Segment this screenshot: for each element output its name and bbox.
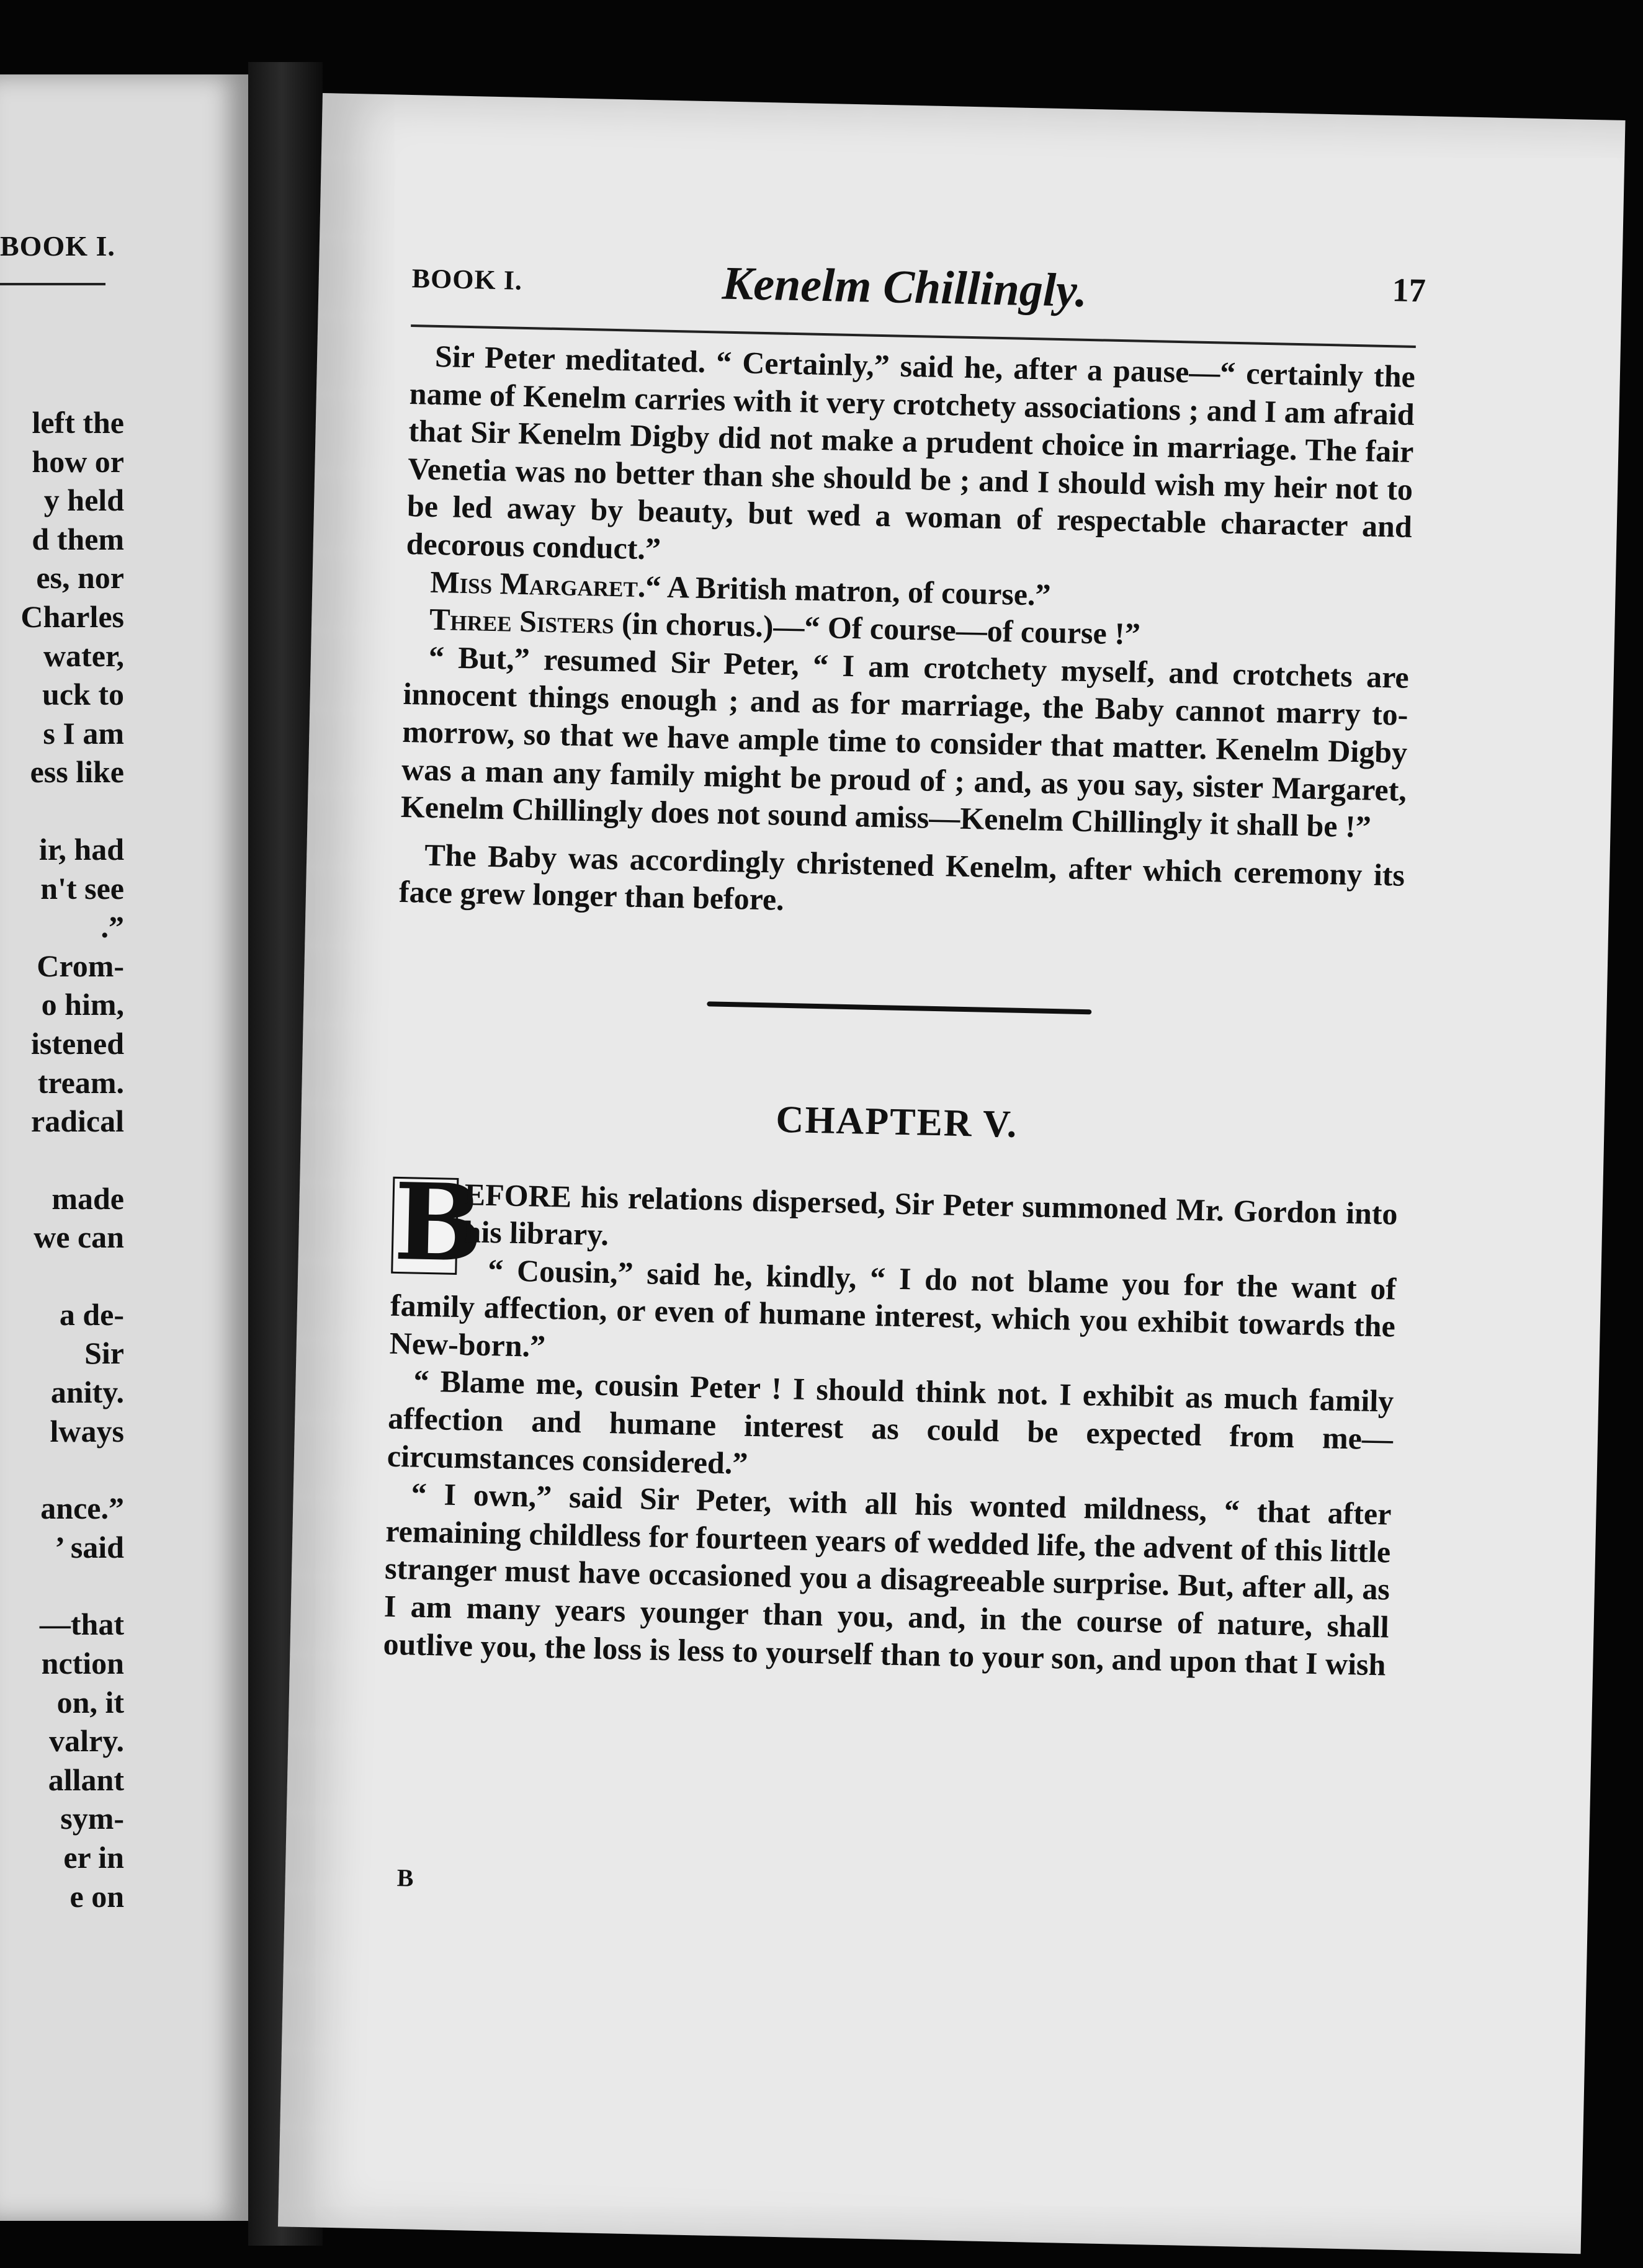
left-page-line: s I am <box>43 715 124 751</box>
left-page-line: uck to <box>42 677 124 712</box>
left-page-line: left the <box>32 405 124 440</box>
left-page-line <box>0 1450 124 1489</box>
left-page-line: ’ said <box>55 1529 124 1565</box>
left-page-line: sym- <box>60 1801 124 1836</box>
paragraph: Sir Peter meditated. “ Certainly,” said he, after a pause—“ certainly the name of Kenelm carries with it very crotchety associations ; and I am afraid that Sir Kenelm Digby did not make a prudent choice in marriage. The fair Venetia was no better than she should be ; and I should wish my heir not to be led away by beauty, but wed a woman of respectable character and decorous conduct.” <box>406 338 1416 566</box>
left-page-line: o him, <box>41 987 124 1022</box>
left-page-line: d them <box>32 521 124 556</box>
left-page-rule <box>0 283 105 285</box>
paragraph: The Baby was accordingly christened Kenelm, after which ceremony its face grew longer than before. <box>398 837 1405 917</box>
left-page-line: how or <box>32 444 124 479</box>
book-page <box>278 93 1626 2254</box>
left-page-line: es, nor <box>36 560 124 596</box>
stage-note: (in chorus.)— <box>614 605 805 645</box>
section-divider <box>707 1001 1091 1014</box>
left-page-line: n't see <box>40 870 124 906</box>
left-page-line: y held <box>43 483 124 518</box>
paragraph: “ Cousin,” said he, kindly, “ I do not blame you for the want of family affection, or even of humane interest, which you exhibit towards the New-born.” <box>389 1252 1397 1364</box>
left-page-line: water, <box>43 638 124 673</box>
left-page-line <box>0 1257 124 1295</box>
running-title: Kenelm Chillingly. <box>721 257 1088 317</box>
chapter-first-line: EFORE his relations dispersed, Sir Peter summoned Mr. Gordon into his library. <box>463 1176 1399 1252</box>
left-page-line: a de- <box>59 1297 124 1332</box>
paragraph: “ Blame me, cousin Peter ! I should think not. I exhibit as much family affection and humane interest as could be expected from me—circumstances considered.” <box>387 1363 1394 1481</box>
left-page-line: e on <box>69 1878 124 1914</box>
left-page-line: radical <box>31 1104 124 1139</box>
left-page-line: made <box>51 1181 124 1216</box>
signature-mark: B <box>396 1864 414 1892</box>
body-text <box>383 337 1415 1684</box>
left-page-line: Charles <box>20 599 124 634</box>
left-page-line: —that <box>39 1607 124 1642</box>
left-page-line <box>0 792 124 830</box>
left-page-line: on, it <box>56 1684 124 1720</box>
left-page-line <box>0 1566 124 1605</box>
left-page-line: istened <box>31 1025 124 1061</box>
left-page-line: ess like <box>30 754 124 790</box>
left-page-line: anity. <box>50 1375 124 1410</box>
paragraph: “ I own,” said Sir Peter, with all his wonted mildness, “ that after remaining childless for fourteen years of wedded life, the advent of this little stranger must have occasioned you a disagreeable surprise. But, after all, as I am many years younger than you, and, in the course of nature, shall outlive you, the loss is less to yourself than to your son, and upon that I wish <box>383 1476 1392 1682</box>
dialogue: “ A British matron, of course.” <box>645 568 1052 612</box>
book-label: BOOK I. <box>411 263 523 296</box>
left-page-line: .” <box>101 909 124 945</box>
dialogue: “ Of course—of course !” <box>804 609 1141 651</box>
left-page-line: ir, had <box>38 831 124 867</box>
left-page-line: ance.” <box>40 1491 124 1526</box>
speaker-label: Miss Margaret. <box>429 564 647 604</box>
left-page-line: tream. <box>37 1065 124 1100</box>
left-page-line: lways <box>50 1413 124 1449</box>
left-page-line <box>0 1141 124 1179</box>
drop-cap: B <box>391 1176 459 1274</box>
left-page-line: we can <box>34 1220 124 1255</box>
chapter-heading: CHAPTER V. <box>775 1098 1019 1146</box>
page-number: 17 <box>1392 271 1426 310</box>
left-page-line: nction <box>41 1646 124 1681</box>
left-page-line: valry. <box>49 1723 124 1759</box>
left-page-line: Sir <box>84 1336 124 1371</box>
speaker-label: Three Sisters <box>429 601 615 641</box>
left-page-line: Crom- <box>37 948 124 983</box>
left-page-line: er in <box>63 1840 124 1875</box>
left-page-header: BOOK I. <box>0 230 115 262</box>
left-page <box>0 74 248 2221</box>
running-head <box>411 250 1405 326</box>
left-page-line: allant <box>48 1762 124 1797</box>
left-page-text <box>0 403 124 1916</box>
paragraph: “ But,” resumed Sir Peter, “ I am crotchety myself, and crotchets are innocent things enough ; and as for marriage, the Baby cannot marry to-morrow, so that we have ample time to consider that matter. Kenelm Digby was a man any family might be proud of ; and, as you say, sister Margaret, Kenelm Chillingly does not sound amiss—Kenelm Chillingly it shall be !” <box>400 639 1410 844</box>
